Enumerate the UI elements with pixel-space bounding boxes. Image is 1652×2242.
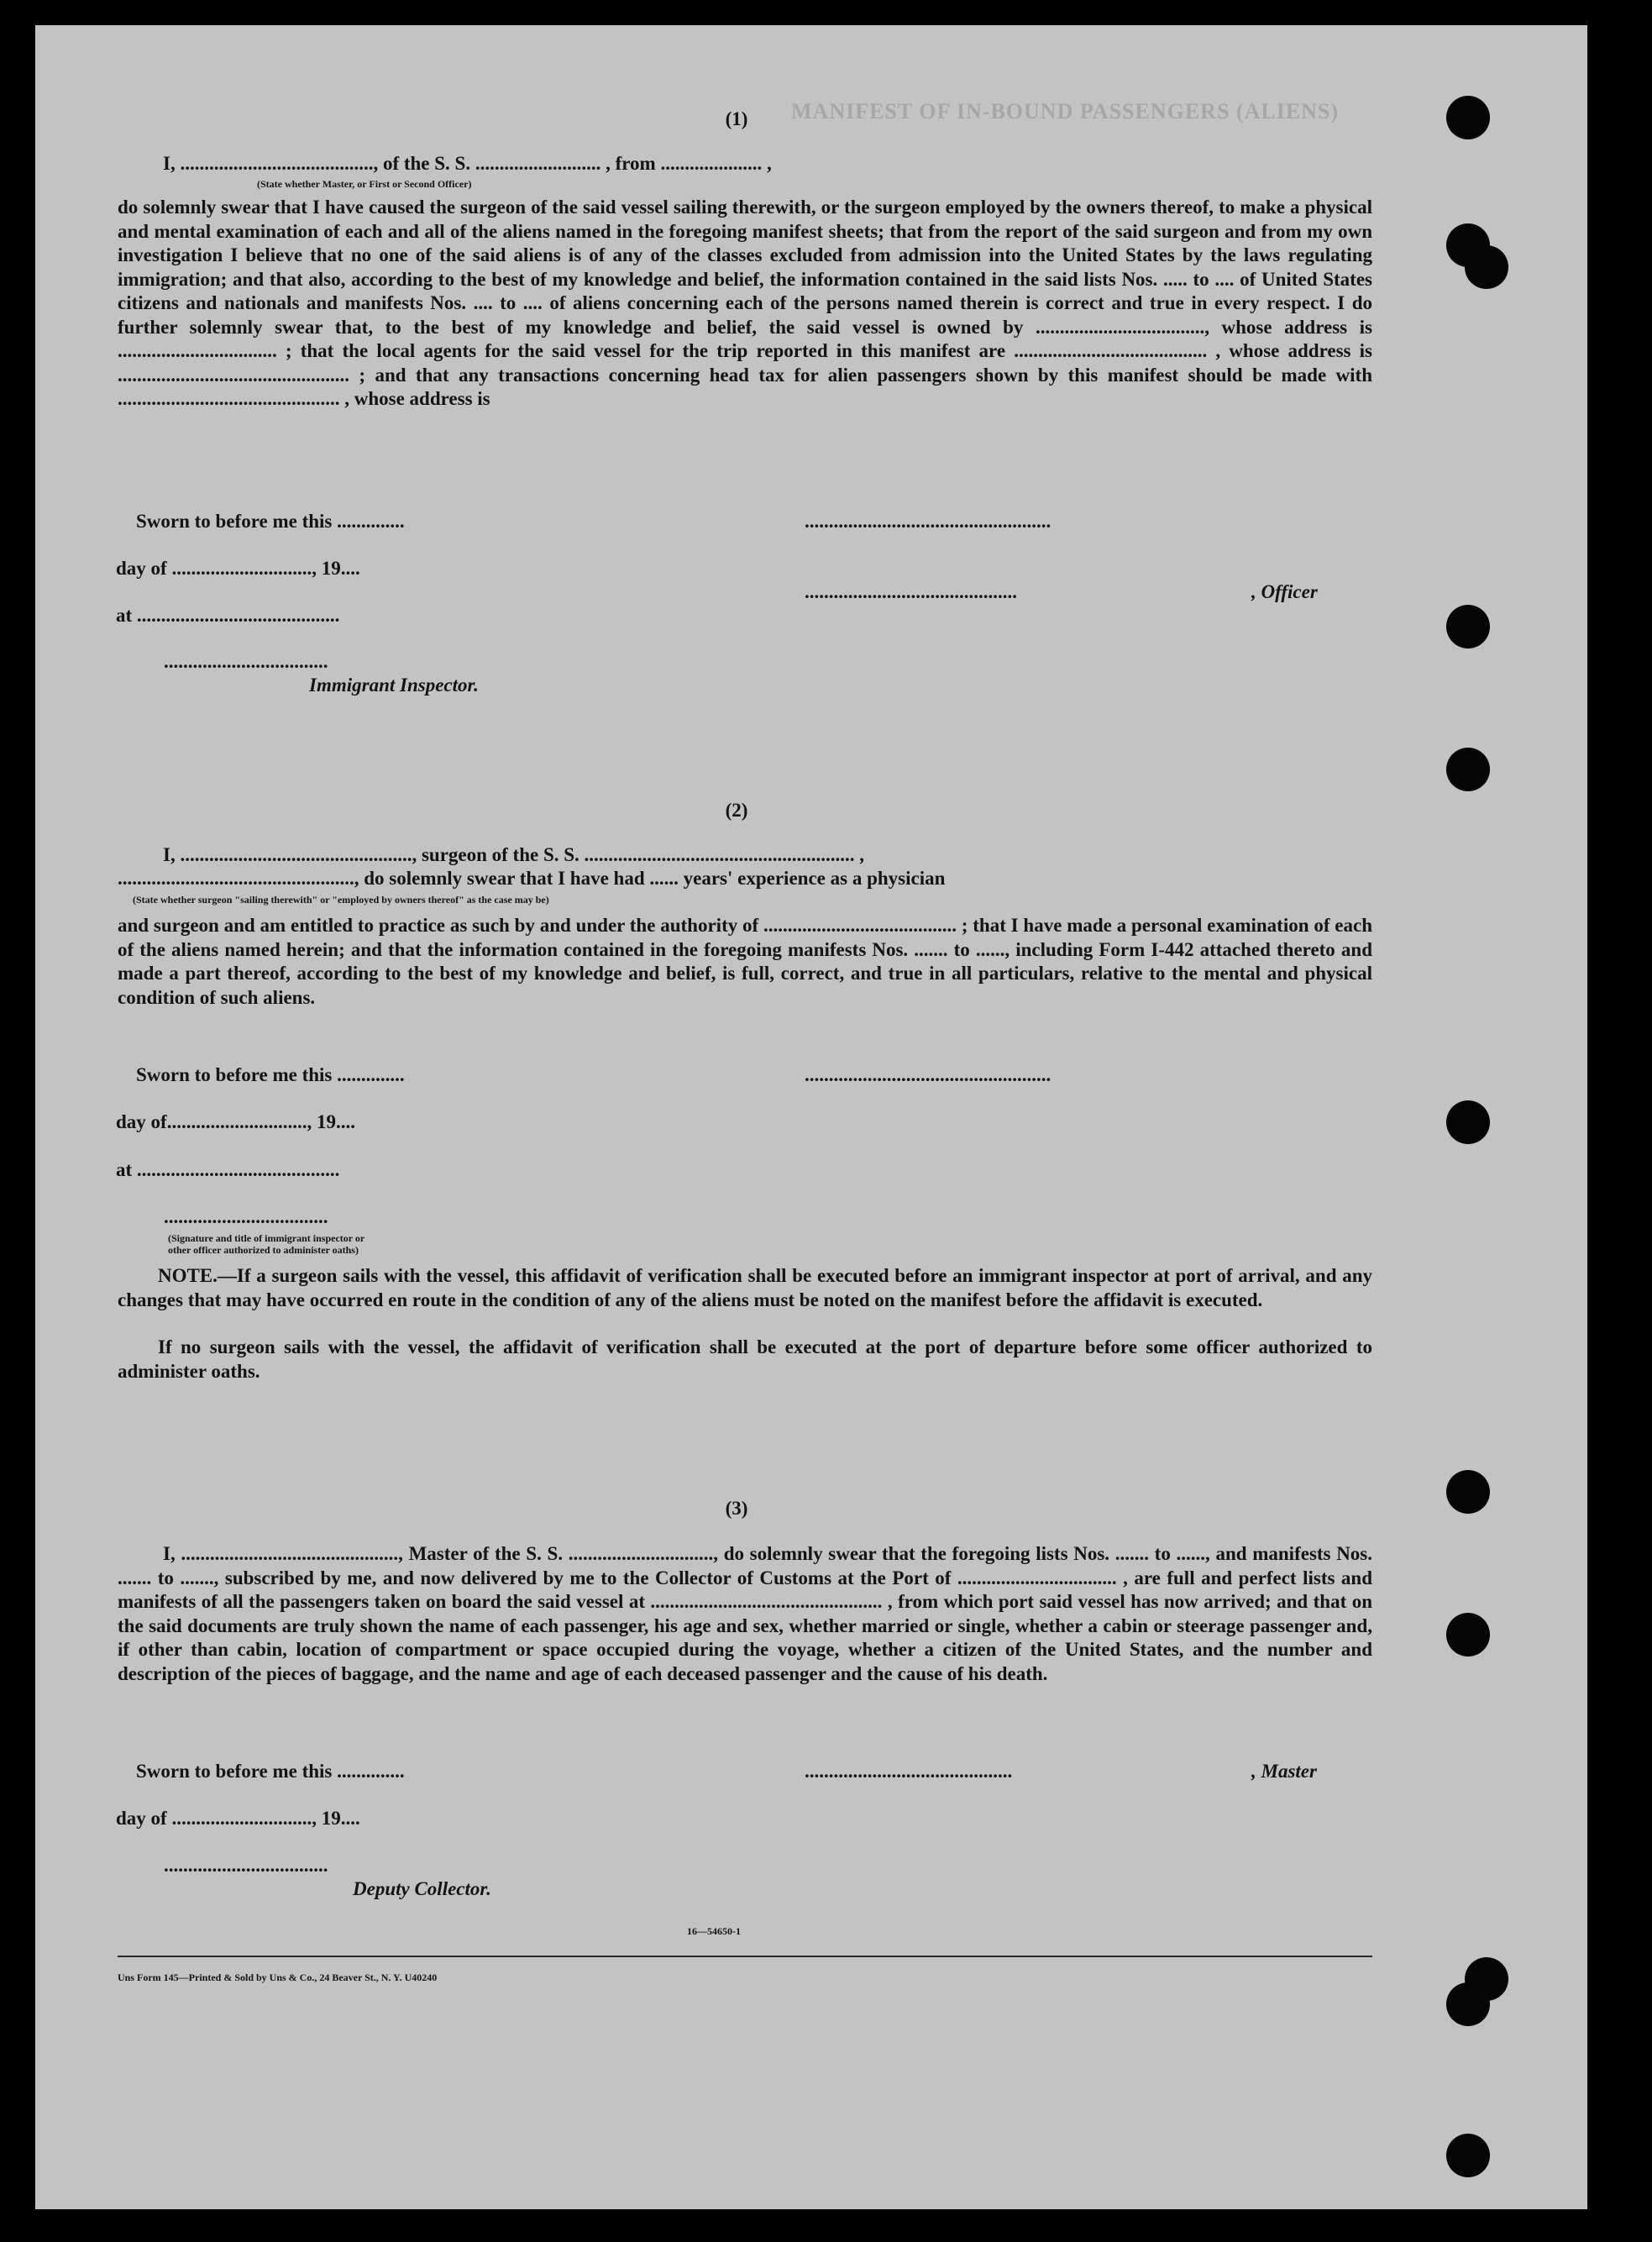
s1-body: do solemnly swear that I have caused the surgeon of the said vessel sailing therewith, or the surgeon employed by the owners thereof, to make a physical and mental examination of each and all of the aliens named in the foregoing manifest sheets; that from the report of the said surgeon and from my own investigation I believe that no one of the said aliens is of any of the classes excluded from admission into the United States by the laws regulating immigration; and that also, according to the best of my knowledge and belief, the information contained in the said lists Nos. ..... to .... of United States citizens and nationals and manifests Nos. .... to .... of aliens concerning each of the persons named therein is correct and true in every respect. I do further solemnly swear that, to the best of my knowledge and belief, the said vessel is owned by ..................................., whose address is ................................. ; that the local agents for the said vessel for the trip reported in this manifest are ........................................ , whose address is ................................................ ; and that any transactions concerning head tax for alien passengers shown by this manifest should be made with .............................................. , whose address is bbox=[118, 197, 1372, 409]
s3-sworn: Sworn to before me this .............. bbox=[136, 1761, 405, 1782]
s3-master-line: ........................................... bbox=[805, 1761, 1013, 1782]
s2-sworn: Sworn to before me this .............. bbox=[136, 1064, 405, 1085]
punch-hole bbox=[1446, 1470, 1490, 1514]
s2-oath-note: (State whether surgeon "sailing therewith" or "employed by owners thereof" as the case may be) bbox=[133, 894, 549, 906]
form-page bbox=[35, 25, 1587, 2209]
punch-hole bbox=[1446, 1100, 1490, 1144]
s1-officer-label: , Officer bbox=[1251, 581, 1318, 602]
s3-day: day of ............................., 19.... bbox=[116, 1808, 360, 1829]
s1-oath-line: I, ........................................, of the S. S. .......................... , from ..................... , bbox=[163, 153, 772, 174]
s2-body: and surgeon and am entitled to practice as such by and under the authority of ........................................ ; that I have made a personal examination of each of the aliens named herein; and that the information contained in the foregoing manifests Nos. ....... to ......, including Form I-442 attached thereto and made a part thereof, according to the best of my knowledge and belief, is full, correct, and true in all particulars, relative to the mental and physical condition of such aliens. bbox=[118, 915, 1372, 1008]
s1-officer-line2: ............................................ bbox=[805, 581, 1017, 602]
s3-master-label: , Master bbox=[1251, 1761, 1317, 1782]
s1-sworn: Sworn to before me this .............. bbox=[136, 511, 405, 532]
s2-at: at .......................................... bbox=[116, 1159, 340, 1180]
s2-note-1 bbox=[118, 1264, 1372, 1312]
s1-signature-line: .................................. bbox=[164, 651, 328, 672]
s2-oath-line2: ................................................., do solemnly swear that I have had ...... years' experience as a physician bbox=[118, 868, 946, 889]
punch-hole bbox=[1446, 1613, 1490, 1657]
s2-note-2 bbox=[118, 1336, 1372, 1384]
s1-officer-line1: ................................................... bbox=[805, 511, 1052, 532]
s3-collector-label: Deputy Collector. bbox=[353, 1878, 491, 1899]
footer-rule bbox=[118, 1956, 1372, 1957]
s2-note-1-text: NOTE.—If a surgeon sails with the vessel, this affidavit of verification shall be executed before an immigrant inspector at port of arrival, and any changes that may have occurred en route in the condition of any of the aliens must be noted on the manifest before the affidavit is executed. bbox=[118, 1265, 1372, 1310]
punch-hole bbox=[1446, 748, 1490, 791]
punch-hole bbox=[1446, 605, 1490, 648]
printer-line: Uns Form 145—Printed & Sold by Uns & Co., 24 Beaver St., N. Y. U40240 bbox=[118, 1972, 438, 1983]
s1-at: at .......................................... bbox=[116, 605, 340, 626]
punch-hole bbox=[1465, 245, 1508, 289]
s2-signature-note1: (Signature and title of immigrant inspector or bbox=[168, 1232, 365, 1244]
s2-note-2-text: If no surgeon sails with the vessel, the affidavit of verification shall be executed at the port of departure before some officer authorized to administer oaths. bbox=[118, 1336, 1372, 1382]
faint-header-title: MANIFEST OF IN-BOUND PASSENGERS (ALIENS) bbox=[791, 99, 1340, 123]
punch-hole bbox=[1446, 96, 1490, 139]
s3-body-text: I, ............................................., Master of the S. S. .............................., do solemnly swear that the foregoing lists Nos. ....... to ......, and manifests Nos. ....... to ......., subscribed by me, and now delivered by me to the Collector of Customs at the Port of ................................. , are full and perfect lists and manifests of all the passengers taken on board the said vessel at ................................................ , from which port said vessel has now arrived; and that on the said documents are truly shown the name of each passenger, his age and sex, whether married or single, whether a cabin or steerage passenger and, if other than cabin, location of compartment or space occupied during the voyage, whether a citizen of the United States, and the number and description of the pieces of baggage, and the name and age of each deceased passenger and the cause of his death. bbox=[118, 1543, 1372, 1684]
s2-signature-note2: other officer authorized to administer oaths) bbox=[168, 1244, 359, 1256]
s1-inspector-label: Immigrant Inspector. bbox=[309, 675, 479, 696]
section-1-title: (1) bbox=[725, 108, 748, 129]
s2-right-line: ................................................... bbox=[805, 1064, 1052, 1085]
section-2-title: (2) bbox=[725, 800, 748, 821]
punch-hole bbox=[1446, 2134, 1490, 2177]
s3-body bbox=[118, 1542, 1372, 1686]
s1-oath-note: (State whether Master, or First or Second Officer) bbox=[257, 178, 472, 190]
punch-hole bbox=[1446, 1982, 1490, 2026]
s3-signature-line: .................................. bbox=[164, 1855, 328, 1876]
s2-oath-line1: I, ................................................, surgeon of the S. S. ........................................................ , bbox=[163, 844, 865, 865]
s1-day: day of ............................., 19.... bbox=[116, 558, 360, 579]
form-code: 16—54650-1 bbox=[687, 1925, 741, 1937]
s2-signature-line: .................................. bbox=[164, 1206, 328, 1227]
section-3-title: (3) bbox=[725, 1498, 748, 1519]
s2-day: day of............................., 19.... bbox=[116, 1111, 355, 1132]
